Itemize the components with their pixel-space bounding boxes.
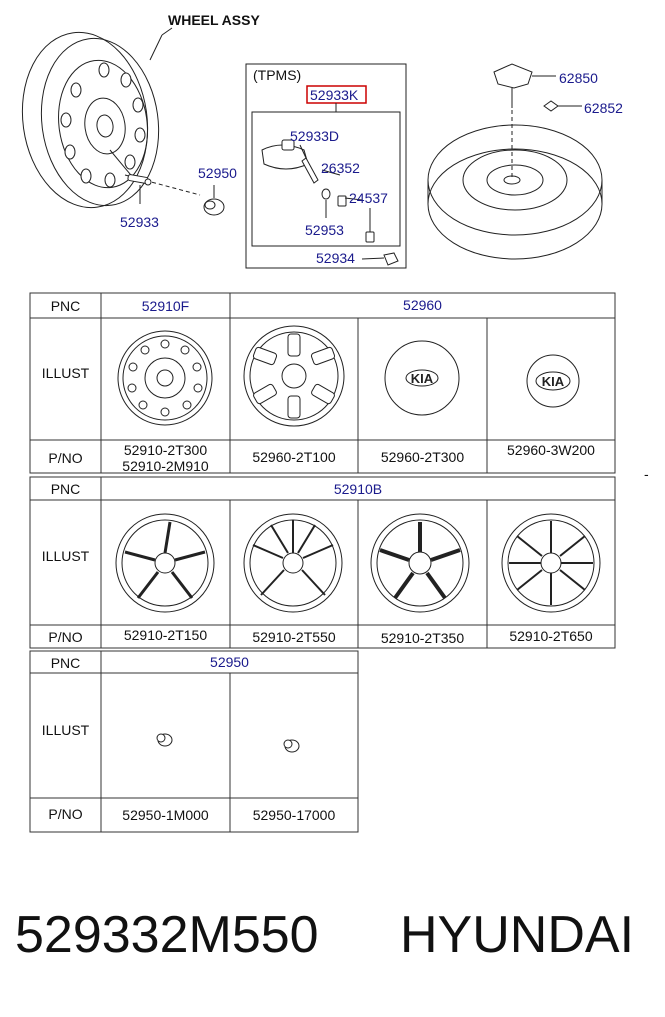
callout-52933[interactable]: 52933 — [120, 214, 159, 230]
row-label-illust: ILLUST — [41, 722, 90, 738]
tpms-label: (TPMS) — [253, 67, 302, 83]
footer-part-number: 529332M550 — [15, 906, 319, 964]
pnc-52910f[interactable]: 52910F — [141, 298, 190, 314]
alloy-wheel-2t650-illustration — [502, 514, 600, 612]
lug-nut-17000-illustration — [284, 740, 299, 752]
lug-nut-illustration — [204, 185, 224, 215]
hub-cap-kia-large-illustration — [385, 341, 459, 415]
callout-26352[interactable]: 26352 — [321, 160, 360, 176]
row-label-pno: P/NO — [48, 629, 83, 645]
row-label-pnc: PNC — [50, 481, 81, 497]
part-number[interactable]: 52960-2T300 — [380, 449, 465, 465]
pnc-52950[interactable]: 52950 — [210, 654, 249, 670]
callout-52934[interactable]: 52934 — [316, 250, 355, 266]
part-number[interactable]: 52910-2T150 — [123, 627, 208, 643]
callout-62852[interactable]: 62852 — [584, 100, 623, 116]
callout-52953[interactable]: 52953 — [305, 222, 344, 238]
callout-62850[interactable]: 62850 — [559, 70, 598, 86]
alloy-wheel-2t350-illustration — [371, 514, 469, 612]
part-number[interactable]: 52910-2T300 — [123, 442, 208, 458]
part-number[interactable]: 52950-1M000 — [122, 807, 209, 823]
lug-nut-1m000-illustration — [157, 734, 172, 746]
part-number[interactable]: 52960-3W200 — [507, 442, 595, 458]
callout-52933d[interactable]: 52933D — [290, 128, 340, 144]
part-number[interactable]: 52960-2T100 — [252, 449, 336, 465]
row-label-pno: P/NO — [48, 806, 83, 822]
row-label-pnc: PNC — [50, 298, 81, 314]
callout-52950[interactable]: 52950 — [198, 165, 237, 181]
spare-tire-illustration — [428, 110, 602, 259]
part-number[interactable]: 52910-2T550 — [252, 629, 336, 645]
wheel-assy-label: WHEEL ASSY — [168, 12, 260, 28]
pnc-52910b[interactable]: 52910B — [333, 481, 383, 497]
part-number[interactable]: 52950-17000 — [252, 807, 336, 823]
pnc-52960[interactable]: 52960 — [403, 297, 442, 313]
wheel-52910f-illustration — [118, 331, 212, 425]
row-label-pno: P/NO — [48, 450, 83, 466]
steel-wheel-illustration — [11, 24, 200, 216]
row-label-pnc: PNC — [50, 655, 81, 671]
alloy-wheel-2t150-illustration — [116, 514, 214, 612]
tpms-kit-callout[interactable]: 52933K — [310, 87, 359, 103]
callout-24537[interactable]: 24537 — [349, 190, 388, 206]
footer-brand: HYUNDAI — [400, 906, 635, 964]
part-number[interactable]: 52910-2T650 — [509, 628, 593, 644]
hub-cap-kia-small-illustration — [527, 355, 579, 407]
svg-text:KIA: KIA — [541, 374, 565, 389]
row-label-illust: ILLUST — [41, 548, 90, 564]
alloy-wheel-2t550-illustration — [244, 514, 342, 612]
wheel-52960-2t100-illustration — [244, 326, 344, 426]
row-label-illust: ILLUST — [41, 365, 90, 381]
part-number[interactable]: 52910-2M910 — [122, 458, 209, 474]
svg-text:KIA: KIA — [410, 371, 434, 386]
part-number[interactable]: 52910-2T350 — [380, 630, 465, 646]
dash-mark: - — [644, 466, 649, 482]
